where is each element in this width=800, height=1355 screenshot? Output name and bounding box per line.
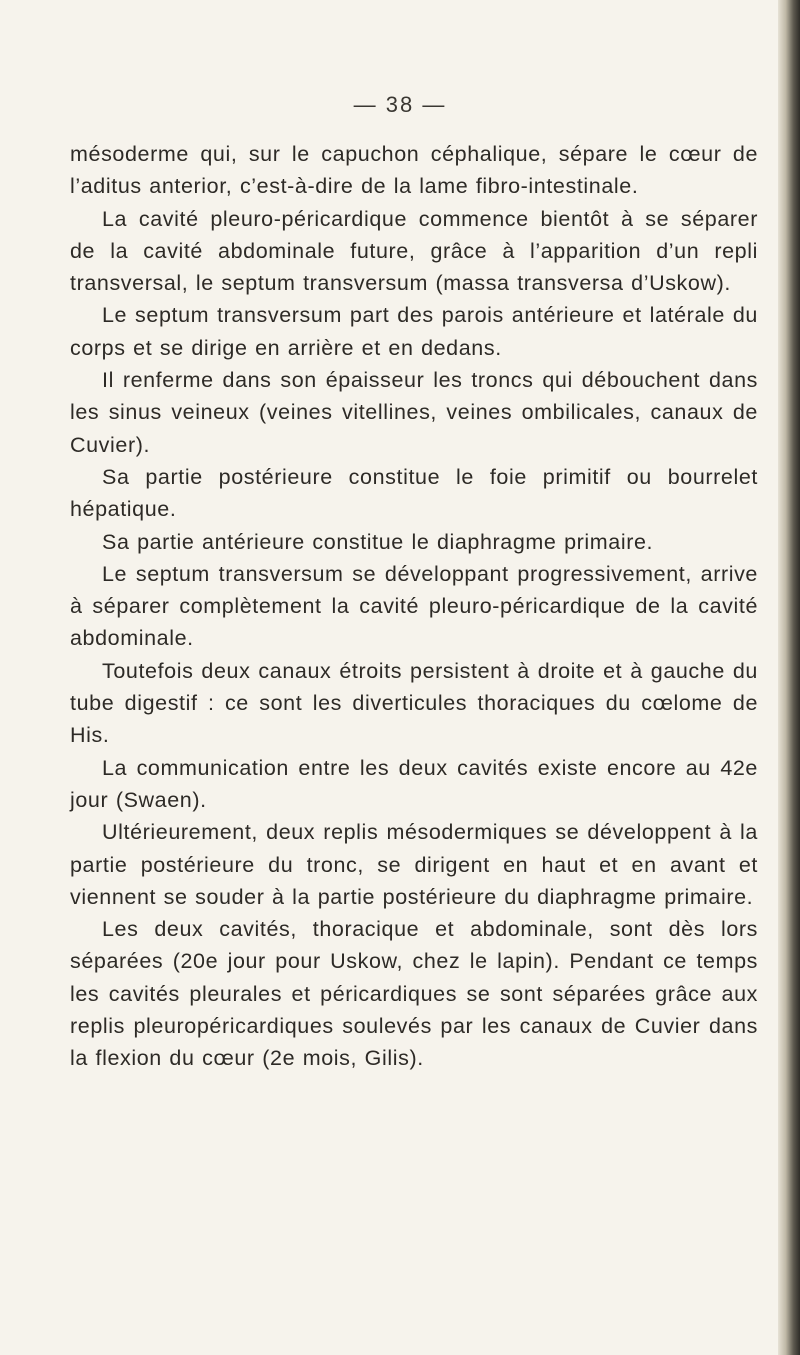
page-edge-shadow	[778, 0, 800, 1355]
paragraph-4: Il renferme dans son épaisseur les troncs qui débouchent dans les sinus veineux (veines vitellines, veines ombilicales, canaux de Cuvier).	[70, 368, 758, 457]
page-number: — 38 —	[353, 92, 447, 117]
paragraph-9: La communication entre les deux cavités existe encore au 42e jour (Swaen).	[70, 755, 758, 812]
paragraph-10: Ultérieurement, deux replis mésodermiques se développent à la partie postérieure du tronc, se dirigent en haut et en avant et viennent se souder à la partie postérieure du diaphragme primaire.	[70, 820, 758, 909]
paragraph-1: mésoderme qui, sur le capuchon céphalique, sépare le cœur de l’aditus anterior, c’est-à-dire de la lame fibro-intestinale.	[70, 142, 758, 199]
paragraph-7: Le septum transversum se développant progressivement, arrive à séparer complètement la cavité pleuro-péricardique de la cavité abdominale.	[70, 561, 758, 651]
body-text	[70, 138, 758, 1075]
paragraph-5: Sa partie postérieure constitue le foie primitif ou bourrelet hépatique.	[70, 464, 758, 522]
paragraph-6: Sa partie antérieure constitue le diaphragme primaire.	[102, 529, 654, 554]
paragraph-3: Le septum transversum part des parois antérieure et latérale du corps et se dirige en arrière et en dedans.	[70, 303, 758, 360]
paragraph-2: La cavité pleuro-péricardique commence bientôt à se séparer de la cavité abdominale future, grâce à l’apparition d’un repli transversal, le septum transversum (massa transversa d’Uskow).	[70, 206, 758, 296]
paragraph-11: Les deux cavités, thoracique et abdominale, sont dès lors séparées (20e jour pour Uskow, chez le lapin). Pendant ce temps les cavités pleurales et péricardiques se sont séparées grâce aux replis pleuropéricardiques soulevés par les canaux de Cuvier dans la flexion du cœur (2e mois, Gilis).	[70, 917, 758, 1071]
paragraph-8: Toutefois deux canaux étroits persistent à droite et à gauche du tube digestif : ce sont les diverticules thoraciques du cœlome de His.	[70, 658, 758, 748]
